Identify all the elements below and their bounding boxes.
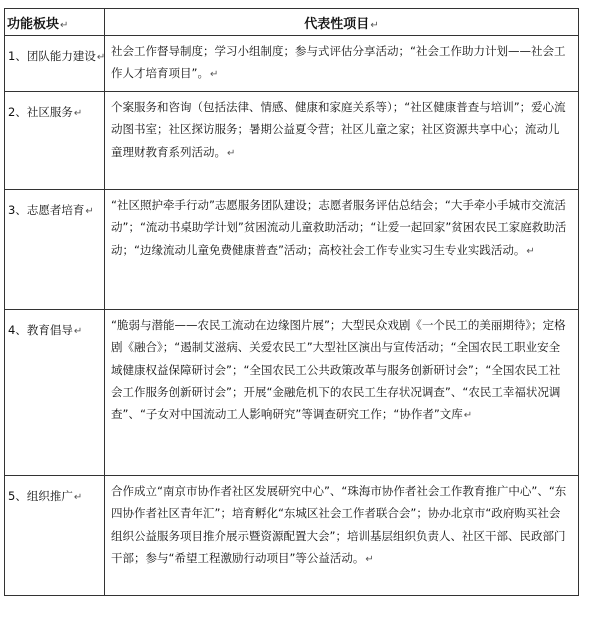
row-items-text: 个案服务和咨询（包括法律、情感、健康和家庭关系等）；“社区健康普查与培训”；爱心流动图书室；社区探访服务；暑期公益夏令营；社区儿童之家；社区资源共享中心；流动儿童理财教育系列活动。 xyxy=(111,99,566,159)
row-items xyxy=(105,91,579,189)
column-header-items-label: 代表性项目 xyxy=(304,16,370,32)
paragraph-mark: ↵ xyxy=(463,410,473,422)
column-header-items xyxy=(105,9,579,36)
paragraph-mark: ↵ xyxy=(526,245,535,257)
project-table xyxy=(4,8,579,596)
paragraph-mark: ↵ xyxy=(365,554,374,566)
row-category-label: 5、组织推广 xyxy=(8,488,73,503)
row-category xyxy=(5,309,105,475)
paragraph-mark: ↵ xyxy=(73,107,83,119)
row-category xyxy=(5,91,105,189)
paragraph-mark: ↵ xyxy=(370,19,379,31)
row-category-label: 3、志愿者培育 xyxy=(8,202,85,217)
table-row xyxy=(5,309,579,475)
row-category xyxy=(5,36,105,92)
paragraph-mark: ↵ xyxy=(73,491,83,503)
row-items-text: 社会工作督导制度；学习小组制度；参与式评估分享活动；“社会工作助力计划——社会工作人才培育项目”。 xyxy=(111,44,566,81)
row-items xyxy=(105,309,579,475)
column-header-category-label: 功能板块 xyxy=(7,16,60,32)
row-items-text: 合作成立“南京市协作者社区发展研究中心”、“珠海市协作者社会工作教育推广中心”、“东四协作者社区青年汇”；培育孵化“东城区社会工作者联合会”；协办北京市“政府购买社会组织公益服务项目推介展示暨资源配置大会”；培训基层组织负责人、社区干部、民政部门干部；参与“希望工程激励行动项目”等公益活动。 xyxy=(111,483,567,566)
paragraph-mark: ↵ xyxy=(96,52,106,63)
row-category-label: 4、教育倡导 xyxy=(8,322,73,337)
row-items xyxy=(105,475,579,595)
paragraph-mark: ↵ xyxy=(73,325,83,337)
row-items-text: “脆弱与潜能——农民工流动在边缘图片展”；大型民众戏剧《一个民工的美丽期待》；定格剧《融合》；“遏制艾滋病、关爱农民工”大型社区演出与宣传活动；“全国农民工职业安全域健康权益保障研讨会”；“全国农民工公共政策改革与服务创新研讨会”；“全国农民工社会工作服务创新研讨会”；开展“金融危机下的农民工生存状况调查”、“农民工幸福状况调查”、“子女对中国流动工人影响研究”等调查研究工作；“协作者”文库 xyxy=(111,317,566,422)
paragraph-mark: ↵ xyxy=(85,205,94,217)
table-row xyxy=(5,91,579,189)
paragraph-mark: ↵ xyxy=(227,147,236,159)
row-category xyxy=(5,189,105,309)
row-category xyxy=(5,475,105,595)
row-category-label: 1、团队能力建设 xyxy=(8,49,96,63)
table-row xyxy=(5,189,579,309)
paragraph-mark: ↵ xyxy=(209,69,219,81)
row-items-text: “社区照护牵手行动”志愿服务团队建设；志愿者服务评估总结会；“大手牵小手城市交流活动”；“流动书桌助学计划”贫困流动儿童救助活动；“让爱一起回家”贫困农民工家庭救助活动；“边缘流动儿童免费健康普查”活动；高校社会工作专业实习生专业实践活动。 xyxy=(111,197,567,257)
table-row xyxy=(5,36,579,92)
table-row xyxy=(5,475,579,595)
row-items xyxy=(105,189,579,309)
column-header-category xyxy=(5,9,105,36)
table-header-row xyxy=(5,9,579,36)
row-items xyxy=(105,36,579,92)
row-category-label: 2、社区服务 xyxy=(8,104,73,119)
paragraph-mark: ↵ xyxy=(60,19,69,31)
